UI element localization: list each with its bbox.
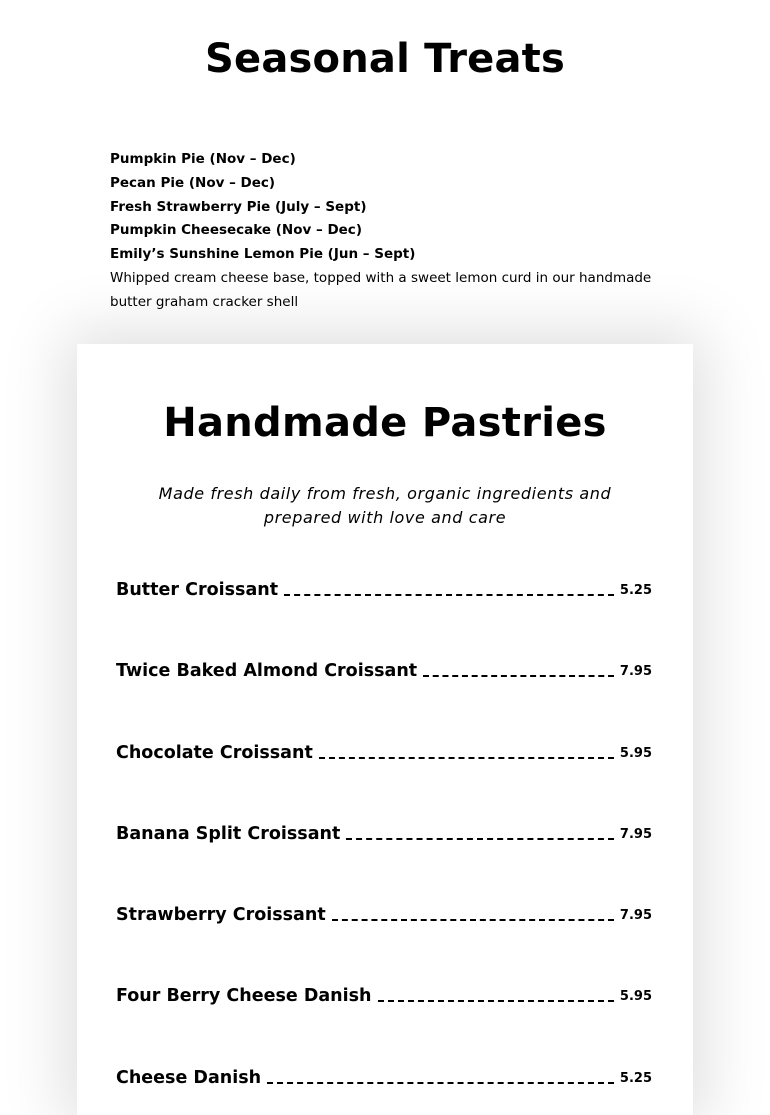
dotted-leader [332, 919, 614, 921]
seasonal-title: Seasonal Treats [205, 36, 565, 82]
seasonal-item: Pumpkin Pie (Nov – Dec) [110, 151, 296, 167]
menu-item-name: Cheese Danish [116, 1067, 262, 1088]
menu-item [116, 657, 652, 683]
menu-item-name: Butter Croissant [116, 580, 279, 600]
seasonal-item-description: Whipped cream cheese base, topped with a sweet lemon curd in our handmade butter graham cracker shell [110, 269, 652, 310]
pastries-subtitle: Made fresh daily from fresh, organic ingredients and prepared with love and care [158, 484, 612, 527]
menu-item-price: 5.95 [619, 989, 652, 1005]
pastries-title: Handmade Pastries [163, 400, 607, 446]
menu-item-price: 5.25 [619, 1070, 652, 1086]
pastries-menu-list [116, 576, 652, 1115]
menu-item-name: Chocolate Croissant [116, 742, 313, 763]
pastries-card [77, 344, 693, 1115]
dotted-leader [319, 757, 614, 759]
menu-item-price: 7.95 [619, 908, 652, 924]
dotted-leader [346, 838, 614, 840]
menu-item-name: Banana Split Croissant [116, 823, 341, 844]
menu-item [116, 576, 652, 602]
menu-item [116, 820, 652, 846]
seasonal-item: Pumpkin Cheesecake (Nov – Dec) [110, 222, 362, 239]
menu-item [116, 739, 652, 765]
dotted-leader [284, 594, 614, 596]
menu-item-price: 5.25 [619, 583, 652, 598]
seasonal-list [110, 148, 670, 315]
menu-item [116, 1064, 652, 1090]
menu-item-name: Strawberry Croissant [116, 905, 326, 926]
menu-item-price: 7.95 [619, 826, 652, 842]
menu-item-price: 7.95 [619, 664, 652, 680]
dotted-leader [267, 1082, 614, 1084]
menu-item-price: 5.95 [619, 745, 652, 761]
menu-item [116, 982, 652, 1008]
menu-item [116, 901, 652, 927]
menu-item-name: Four Berry Cheese Danish [116, 986, 372, 1007]
menu-item-name: Twice Baked Almond Croissant [116, 661, 418, 682]
dotted-leader [423, 675, 614, 677]
dotted-leader [378, 1000, 614, 1002]
seasonal-item: Pecan Pie (Nov – Dec) [110, 174, 276, 191]
seasonal-item: Fresh Strawberry Pie (July – Sept) [110, 198, 367, 215]
seasonal-item: Emily’s Sunshine Lemon Pie (Jun – Sept) [110, 246, 416, 263]
seasonal-treats-section [0, 0, 770, 330]
